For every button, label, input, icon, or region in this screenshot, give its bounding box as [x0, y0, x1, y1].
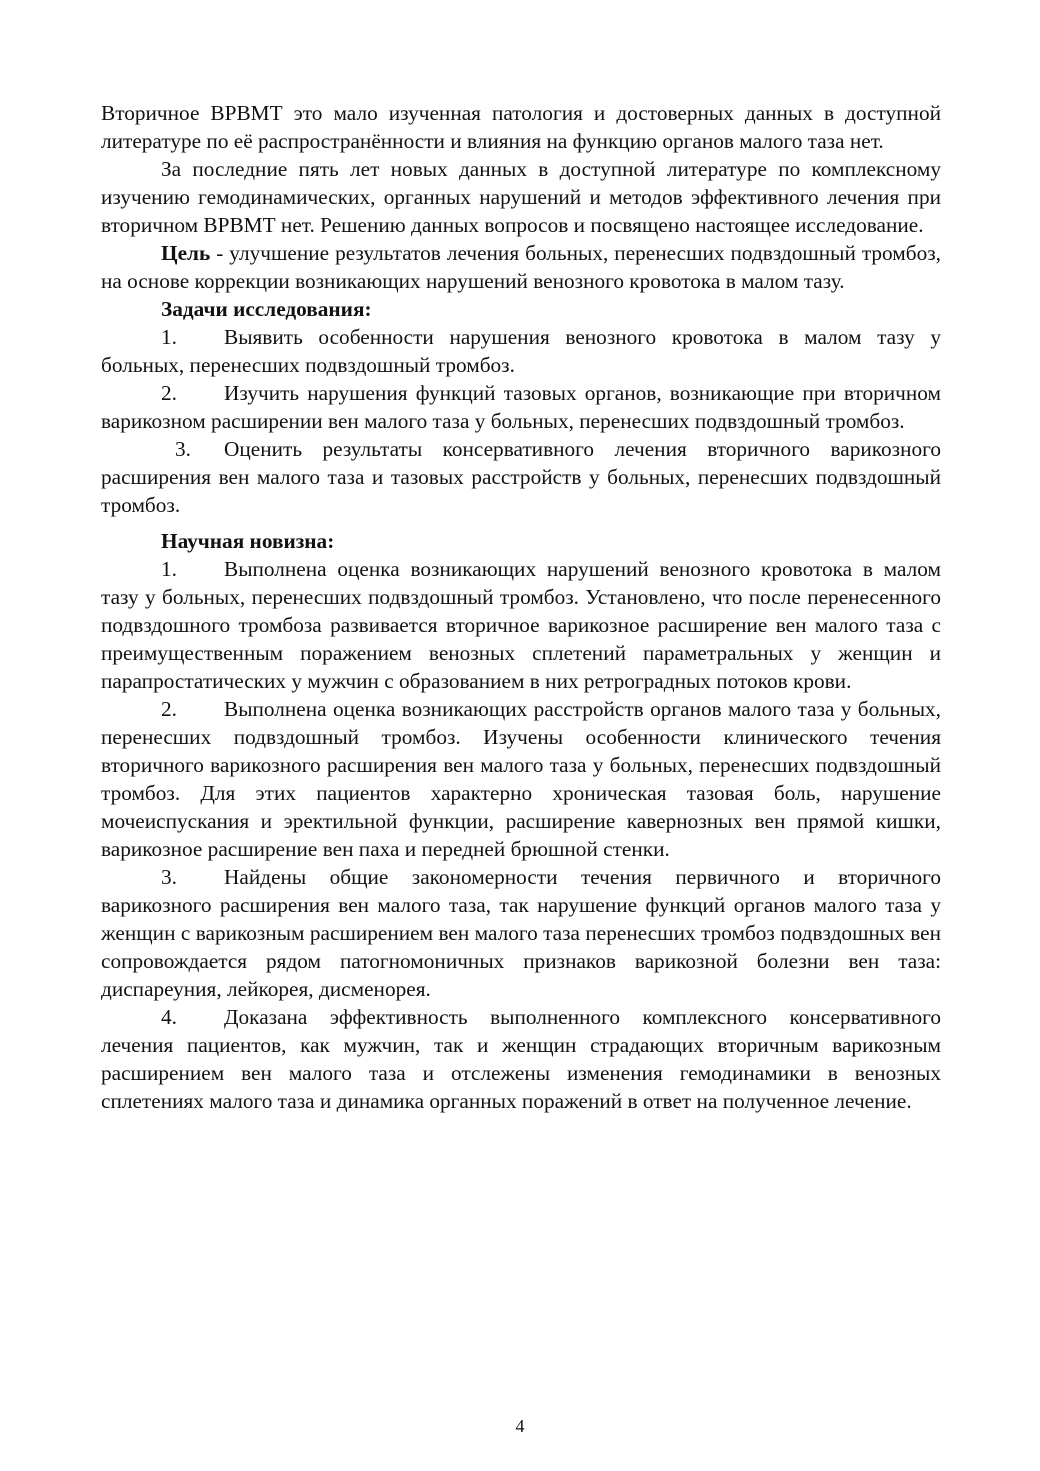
- goal-text: - улучшение результатов лечения больных, перенесших подвздошный тромбоз, на основе коррекции возникающих нарушений венозного кровотока в малом тазу.: [101, 241, 941, 293]
- task-text: Оценить результаты консервативного лечения вторичного варикозного расширения вен малого таза и тазовых расстройств у больных, перенесших подвздошный тромбоз.: [101, 437, 941, 517]
- novelty-item: [101, 695, 941, 863]
- novelty-number: 2.: [161, 697, 177, 721]
- novelty-text: Доказана эффективность выполненного комплексного консервативного лечения пациентов, как мужчин, так и женщин страдающих вторичным варикозным расширением вен малого таза и отслежены изменения гемодинамики в венозных сплетениях малого таза и динамика органных поражений в ответ на полученное лечение.: [101, 1005, 941, 1113]
- paragraph-recent-data: За последние пять лет новых данных в доступной литературе по комплексному изучению гемодинамических, органных нарушений и методов эффективного лечения при вторичном ВРВМТ нет. Решению данных вопросов и посвящено настоящее исследование.: [101, 157, 941, 237]
- task-number: 2.: [161, 381, 177, 405]
- goal-label: Цель: [161, 241, 211, 265]
- novelty-text: Найдены общие закономерности течения первичного и вторичного варикозного расширения вен малого таза, так нарушение функций органов малого таза у женщин с варикозным расширением вен малого таза перенесших тромбоз подвздошных вен сопровождается рядом патогномоничных признаков варикозной болезни вен таза: диспареуния, лейкорея, дисменорея.: [101, 865, 941, 1001]
- task-item: [101, 435, 941, 519]
- novelty-item: [101, 1003, 941, 1115]
- task-text: Изучить нарушения функций тазовых органов, возникающие при вторичном варикозном расширении вен малого таза у больных, перенесших подвздошный тромбоз.: [101, 381, 941, 433]
- novelty-number: 3.: [161, 865, 177, 889]
- task-number: 3.: [175, 437, 191, 461]
- novelty-item: [101, 555, 941, 695]
- novelty-item: [101, 863, 941, 1003]
- novelty-heading: Научная новизна:: [161, 529, 335, 553]
- paragraph-goal: [101, 239, 941, 295]
- paragraph-intro: Вторичное ВРВМТ это мало изученная патология и достоверных данных в доступной литературе по её распространённости и влияния на функцию органов малого таза нет.: [101, 101, 941, 153]
- task-item: [101, 379, 941, 435]
- task-text: Выявить особенности нарушения венозного кровотока в малом тазу у больных, перенесших подвздошный тромбоз.: [101, 325, 941, 377]
- page-number: 4: [515, 1416, 525, 1436]
- task-number: 1.: [161, 325, 177, 349]
- task-item: [101, 323, 941, 379]
- novelty-text: Выполнена оценка возникающих расстройств органов малого таза у больных, перенесших подвздошный тромбоз. Изучены особенности клинического течения вторичного варикозного расширения вен малого таза у больных, перенесших подвздошный тромбоз. Для этих пациентов характерно хроническая тазовая боль, нарушение мочеиспускания и эректильной функции, расширение кавернозных вен прямой кишки, варикозное расширение вен паха и передней брюшной стенки.: [101, 697, 941, 861]
- novelty-text: Выполнена оценка возникающих нарушений венозного кровотока в малом тазу у больных, перенесших подвздошный тромбоз. Установлено, что после перенесенного подвздошного тромбоза развивается вторичное варикозное расширение вен малого таза с преимущественным поражением венозных сплетений параметральных у женщин и парапростатических у мужчин с образованием в них ретроградных потоков крови.: [101, 557, 941, 693]
- tasks-heading: Задачи исследования:: [161, 297, 372, 321]
- document-page: [101, 99, 941, 1115]
- novelty-number: 4.: [161, 1005, 177, 1029]
- novelty-number: 1.: [161, 557, 177, 581]
